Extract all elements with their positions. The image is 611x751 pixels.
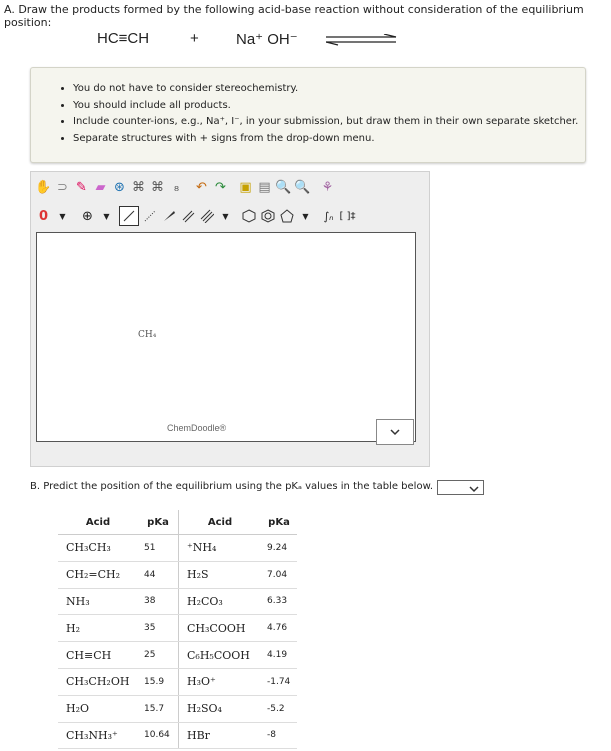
acid-cell: CH₃COOH <box>179 615 262 642</box>
pka-cell: 7.04 <box>261 561 297 588</box>
hexagon-icon[interactable] <box>240 208 257 225</box>
acid-cell: C₆H₅COOH <box>179 642 262 669</box>
chain-icon[interactable]: ∫ₙ <box>323 209 334 223</box>
separator-dropdown[interactable] <box>376 419 414 445</box>
bracket-icon[interactable]: [ ]‡ <box>339 210 356 222</box>
chemdoodle-sketcher <box>30 171 430 467</box>
zoom-in-icon[interactable]: 🔍 <box>275 180 292 195</box>
table-row <box>58 695 297 722</box>
chevron-down-icon[interactable]: ▼ <box>302 211 309 221</box>
pka-cell: 51 <box>138 535 179 562</box>
table-row <box>58 615 297 642</box>
flip-icon[interactable]: ⌘ <box>132 180 145 195</box>
column-header: pKa <box>261 510 297 535</box>
acid-cell: HBr <box>179 722 262 749</box>
paste-icon[interactable]: ▤ <box>258 180 271 195</box>
pka-cell: 15.9 <box>138 668 179 695</box>
center-icon[interactable]: ⊛ <box>114 180 125 195</box>
note-item: • Separate structures with + signs from the drop-down menu. <box>73 131 578 148</box>
hashed-bond-icon[interactable] <box>141 208 158 225</box>
molecule-label: CH₄ <box>138 330 157 340</box>
equilibrium-dropdown[interactable] <box>437 480 484 495</box>
wedge-bond-icon[interactable] <box>160 208 177 225</box>
pka-cell: 44 <box>138 561 179 588</box>
table-row <box>58 668 297 695</box>
pka-table <box>58 510 297 749</box>
table-row <box>58 722 297 749</box>
chevron-down-icon <box>438 483 483 496</box>
toolbar-row-1 <box>35 179 338 196</box>
equilibrium-arrow-icon <box>326 34 398 46</box>
toolbar-row-2 <box>35 206 358 226</box>
acid-cell: H₂S <box>179 561 262 588</box>
acid-cell: CH₂=CH₂ <box>58 561 138 588</box>
acid-cell: NH₃ <box>58 588 138 615</box>
pka-cell: 4.19 <box>261 642 297 669</box>
chevron-down-icon[interactable]: ▼ <box>222 211 229 221</box>
pka-cell: 15.7 <box>138 695 179 722</box>
chemdoodle-watermark: ChemDoodle® <box>167 423 227 433</box>
charge-selector[interactable]: 0 <box>38 208 49 224</box>
chevron-down-icon[interactable]: ▼ <box>103 211 110 221</box>
acid-cell: CH₃CH₃ <box>58 535 138 562</box>
pentagon-icon[interactable] <box>278 208 295 225</box>
acid-cell: H₂SO₄ <box>179 695 262 722</box>
copy-icon[interactable]: ▣ <box>239 180 252 195</box>
pka-cell: -5.2 <box>261 695 297 722</box>
clear-icon[interactable]: ▰ <box>95 180 106 195</box>
part-a-instruction: A. Draw the products formed by the following acid-base reaction without consideration of the equilibrium position: <box>4 3 584 29</box>
pka-cell: 25 <box>138 642 179 669</box>
column-header: pKa <box>138 510 179 535</box>
plus-sign: + <box>190 30 199 47</box>
acid-cell: H₂O <box>58 695 138 722</box>
single-bond-icon[interactable] <box>119 206 139 226</box>
part-b-instruction: B. Predict the position of the equilibrium using the pKₐ values in the table below. <box>30 481 434 492</box>
reactant-acetylene: HC≡CH <box>97 30 150 47</box>
reaction-equation <box>0 30 611 50</box>
pka-cell: 35 <box>138 615 179 642</box>
rotate-icon[interactable]: ⌘ <box>151 180 164 195</box>
pka-cell: 38 <box>138 588 179 615</box>
eraser-icon[interactable]: ✎ <box>76 180 87 195</box>
acid-cell: CH≡CH <box>58 642 138 669</box>
note-item: • Include counter-ions, e.g., Na⁺, I⁻, in your submission, but draw them in their own separate sketcher. <box>73 114 578 131</box>
column-header: Acid <box>179 510 262 535</box>
chevron-down-icon <box>377 420 413 444</box>
instructions-panel <box>30 67 586 163</box>
table-row <box>58 561 297 588</box>
hand-icon[interactable]: ✋ <box>35 180 52 195</box>
double-bond-icon[interactable] <box>179 208 196 225</box>
table-row <box>58 642 297 669</box>
acid-cell: H₂ <box>58 615 138 642</box>
pka-cell: 9.24 <box>261 535 297 562</box>
column-header: Acid <box>58 510 138 535</box>
redo-icon[interactable]: ↷ <box>215 180 226 195</box>
acid-cell: ⁺NH₄ <box>179 535 262 562</box>
chevron-down-icon[interactable]: ▼ <box>59 211 66 221</box>
acid-cell: H₃O⁺ <box>179 668 262 695</box>
reactant-sodium-hydroxide: Na⁺ OH⁻ <box>236 31 298 48</box>
pka-cell: 4.76 <box>261 615 297 642</box>
zoom-out-icon[interactable]: 🔍 <box>294 180 311 195</box>
undo-icon[interactable]: ↶ <box>196 180 207 195</box>
acid-cell: CH₃NH₃⁺ <box>58 722 138 749</box>
table-header-row <box>58 510 297 535</box>
pka-cell: -8 <box>261 722 297 749</box>
drawing-canvas[interactable] <box>36 232 416 442</box>
table-row <box>58 535 297 562</box>
triple-bond-icon[interactable] <box>198 208 215 225</box>
plus-charge-icon[interactable]: ⊕ <box>82 208 93 224</box>
pka-cell: 10.64 <box>138 722 179 749</box>
text-icon[interactable]: ₈ <box>173 180 180 195</box>
acid-cell: CH₃CH₂OH <box>58 668 138 695</box>
pka-cell: 6.33 <box>261 588 297 615</box>
note-item: • You should include all products. <box>73 98 578 115</box>
lasso-icon[interactable]: ⊃ <box>57 180 68 195</box>
benzene-icon[interactable] <box>259 208 276 225</box>
acid-cell: H₂CO₃ <box>179 588 262 615</box>
table-row <box>58 588 297 615</box>
note-item: • You do not have to consider stereochemistry. <box>73 81 578 98</box>
pka-cell: -1.74 <box>261 668 297 695</box>
clean-icon[interactable]: ⚘ <box>321 180 334 195</box>
